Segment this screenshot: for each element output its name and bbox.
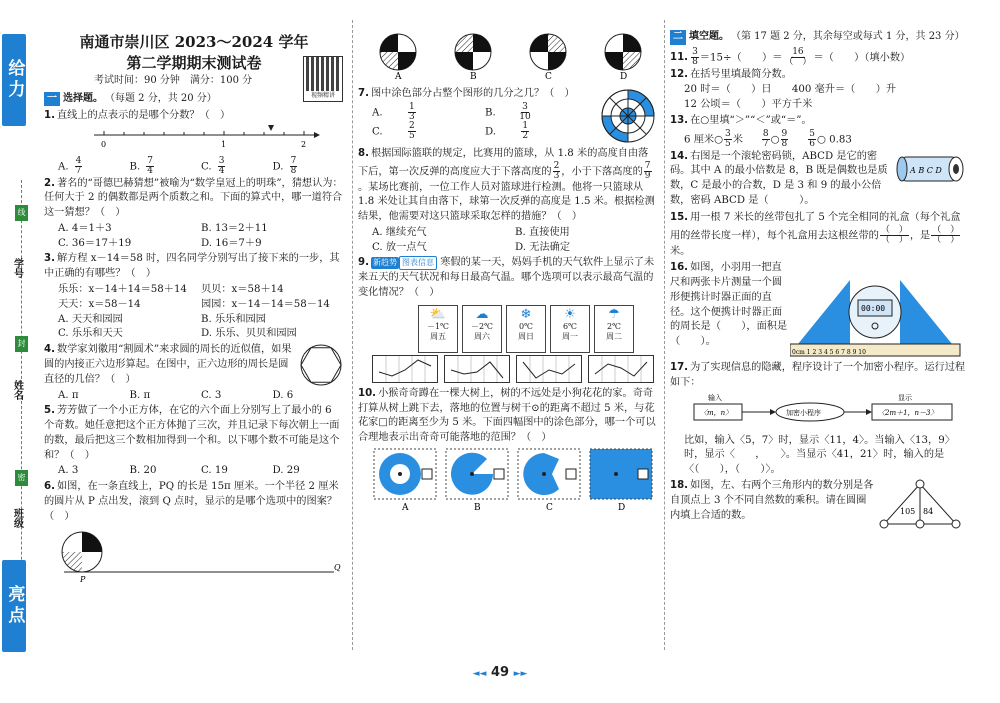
rolling-disc-figure — [44, 526, 344, 584]
sun-icon: ☀ — [564, 306, 576, 322]
weather-day: ⛅ －1℃ 周五 — [418, 305, 458, 353]
section-number: 一 — [44, 92, 60, 107]
binding-strip — [0, 0, 30, 703]
exam-info: 考试时间：90 分钟 满分：100 分 — [94, 75, 253, 86]
svg-text:C: C — [546, 502, 553, 513]
point-q: Q — [334, 562, 341, 572]
combination-lock-figure — [896, 149, 966, 189]
blank-line[interactable]: 12 公顷＝（ ）平方千米 — [684, 99, 813, 111]
question-number: 3. — [44, 253, 55, 265]
compare-item[interactable]: $\frac{8}{7}$ ○ $\frac{9}{8}$ — [762, 128, 788, 149]
question-number: 16. — [670, 262, 689, 274]
question-12 — [670, 68, 966, 83]
question-number: 15. — [670, 211, 689, 223]
tag-feng: 封 — [15, 336, 28, 352]
q1-options — [44, 157, 344, 176]
question-9 — [358, 256, 658, 300]
question-text: 著名的“哥德巴赫猜想”被喻为“数学皇冠上的明珠”，猜想认为：任何大于 2 的偶数都是两个质数之和。下面的算式中，哪一道符合这一猜想？（ ） — [44, 177, 343, 219]
compare-item[interactable]: 6 厘米○ $\frac{3}{5}$ 米 — [684, 128, 743, 149]
q4-options — [44, 389, 344, 404]
question-number: 17. — [670, 362, 689, 374]
weather-day: ☁ －2℃ 周六 — [462, 305, 502, 353]
option-d[interactable]: D. 无法确定 — [515, 241, 571, 253]
triangle-figure — [874, 478, 966, 534]
hexagon-in-circle-figure — [298, 342, 344, 388]
question-text: 在○里填“＞”“＜”或“＝”。 — [690, 114, 812, 126]
question-number: 8. — [358, 147, 369, 159]
line-option-c[interactable] — [516, 355, 582, 383]
encryption-flowchart — [678, 392, 958, 428]
range-option-b — [446, 449, 508, 513]
cloud-sun-icon: ⛅ — [429, 306, 447, 322]
target-figure — [598, 86, 658, 146]
tick-2: 2 — [301, 139, 307, 149]
landing-range-options — [370, 447, 658, 513]
section-name: 选择题。 — [63, 92, 103, 104]
option-c[interactable]: C. 19 — [201, 465, 228, 477]
weather-day: ☂ 2℃ 周二 — [594, 305, 634, 353]
ruler-timer-figure — [790, 260, 962, 360]
q12-blanks — [670, 83, 966, 98]
question-text: 寒假的某一天，妈妈手机的天气软件上显示了未来五天的天气状况和每日最高气温。哪个选项可以表示最高气温的变化情况？（ ） — [358, 257, 655, 299]
prev-page-icon[interactable]: ◄◄ — [472, 669, 487, 679]
question-10 — [358, 387, 658, 446]
line-option-d[interactable] — [588, 355, 654, 383]
line-option-b[interactable] — [444, 355, 510, 383]
option-b[interactable]: B. $\frac{3}{10}$ — [485, 101, 531, 122]
weather-day: ❄ 0℃ 周日 — [506, 305, 546, 353]
option-b[interactable]: B. π — [129, 389, 151, 401]
question-16 — [670, 260, 966, 360]
question-number: 13. — [670, 114, 689, 126]
q13-comparisons — [670, 130, 966, 149]
question-text: 在括号里填最简分数。 — [690, 68, 792, 80]
svg-text:〈2m＋1，n－3〉: 〈2m＋1，n－3〉 — [878, 408, 938, 417]
option-a[interactable]: A. π — [58, 389, 79, 401]
column-3 — [670, 0, 966, 660]
cloud-icon: ☁ — [475, 306, 489, 322]
question-11: 11. $\frac{3}{8}$ ＝15÷（ ）＝ $\frac{16}{( )}$ ＝（ ）（填小数） — [670, 46, 911, 67]
section-note: （第 17 题 2 分，其余每空或每式 1 分，共 23 分） — [731, 31, 965, 42]
svg-text:B: B — [474, 502, 481, 513]
svg-text:〈m，n〉: 〈m，n〉 — [700, 408, 733, 417]
question-15: 15. 用一根 7 米长的丝带包扎了 5 个完全相同的礼盒（每个礼盒用的丝带长度一样），每个礼盒用去这根丝带的 $\frac{( )}{( )}$ ，是 $\frac{( )}{( )}$ 米。 — [670, 211, 961, 257]
page-footer — [0, 664, 1000, 683]
section-note: （每题 2 分，共 20 分） — [105, 92, 217, 104]
section-name: 填空题。 — [689, 31, 729, 42]
q3-options — [44, 313, 344, 343]
question-number: 7. — [358, 87, 369, 99]
line-option-a[interactable] — [372, 355, 438, 383]
q2-options — [44, 222, 344, 252]
column-2 — [358, 0, 658, 660]
question-1 — [44, 109, 344, 124]
section-1-header — [44, 92, 344, 107]
q17-tail: 比如，输入〈5，7〉时，显示〈11，4〉。当输入〈13，9〉时，显示〈 ， 〉。当显示〈41，21〉时，输入的是〈（ ），（ ）〉。 — [684, 434, 955, 476]
question-4 — [44, 342, 344, 388]
question-text: 直线上的点表示的是哪个分数？（ ） — [56, 110, 231, 121]
option-a[interactable]: A. 4＝1＋3 — [58, 222, 112, 234]
option-d[interactable]: D. 16＝7＋9 — [201, 237, 262, 249]
q6-option-discs — [358, 30, 658, 80]
question-number: 18. — [670, 480, 689, 491]
range-option-a — [374, 449, 436, 513]
q12-blanks-2 — [670, 98, 966, 113]
question-number: 2. — [44, 177, 55, 189]
option-a[interactable]: A. $\frac{1}{3}$ — [372, 101, 415, 122]
option-b[interactable]: B. $\frac{7}{4}$ — [129, 155, 154, 176]
section-number: 二 — [670, 30, 686, 45]
blank-line[interactable]: 20 时＝（ ）日 — [684, 84, 772, 96]
question-text: 数学家刘徽用“割圆术”来求圆的周长的近似值，如果圆的内接正六边形算起。在图中，正六边形的周长是圆直径的几倍？（ ） — [44, 344, 292, 385]
question-3 — [44, 252, 344, 282]
option-b[interactable]: B. 13＝2＋11 — [201, 222, 268, 234]
question-8: 8. 根据国际篮联的规定，比赛用的篮球，从 1.8 米的高度自由落下后，第一次反弹的高度应大于下落高度的 $\frac{2}{3}$ ，小于下落高度的 $\frac{7}{9}$ 。某场比赛前，一位工作人员对篮球进行检测。他将一只篮球从 1.8 米处让其自由落下，球第一次反弹的高度是 1.5 米。根据检测结果，他需要对这只篮球采取怎样的措施？（ ） — [358, 147, 655, 223]
side-label-top: 给力 — [2, 34, 26, 126]
question-number: 14. — [670, 150, 689, 162]
option-c[interactable]: C. 乐乐和天天 — [58, 328, 123, 340]
page-number: 49 — [490, 665, 510, 680]
option-a[interactable]: A. $\frac{4}{7}$ — [58, 155, 82, 176]
q8-options — [358, 226, 658, 256]
option-a[interactable]: A. 天天和园园 — [58, 313, 123, 325]
exam-title-line1: 南通市崇川区 2023～2024 学年 — [79, 33, 309, 51]
work-line: 贝贝：x＝58＋14 — [201, 284, 284, 296]
label-b: B — [470, 72, 477, 80]
svg-text:显示: 显示 — [898, 393, 912, 402]
left-product: 105 — [900, 507, 916, 516]
q3-work-lines — [44, 283, 344, 313]
question-text: 芳芳做了一个小正方体，在它的六个面上分别写上了最小的 6 个奇数。她任意把这个正方体抛了三次，并且记录下每次朝上一面的数，最后把这三个数相加得到一个和。以下哪个数不可能是这个和？（ ） — [44, 405, 340, 461]
question-text: 为了实现信息的隐藏，程序设计了一个加密小程序。运行过程如下： — [670, 362, 966, 389]
question-2 — [44, 177, 344, 221]
column-divider — [664, 20, 665, 650]
exam-title-line2: 第二学期期末测试卷 — [126, 54, 262, 72]
field-xuehao: 学号 — [11, 258, 23, 278]
question-number: 6. — [44, 481, 55, 493]
question-number: 1. — [44, 110, 55, 121]
question-number: 11. — [670, 52, 689, 63]
question-text: 如图，左、右两个三角形内的数分别是各自顶点上 3 个不同自然数的乘积。请在圆圈内填上合适的数。 — [670, 480, 874, 521]
trend-badge: 新趋势 — [372, 258, 397, 268]
field-banji: 班级 — [11, 508, 23, 528]
label-d: D — [620, 72, 628, 80]
option-c[interactable]: C. 36＝17＋19 — [58, 237, 132, 249]
option-d[interactable]: D. 6 — [272, 389, 294, 401]
q5-options — [44, 464, 344, 479]
range-option-c — [518, 449, 580, 513]
qr-caption: 视频精讲 — [310, 92, 335, 100]
field-xingming: 姓名 — [11, 380, 23, 400]
lock-letters: A B C D — [910, 165, 942, 175]
qr-code-icon — [306, 57, 340, 91]
option-d[interactable]: D. 乐乐、贝贝和园园 — [201, 328, 297, 340]
question-17 — [670, 361, 966, 391]
point-p: P — [80, 574, 86, 584]
work-line: 天天：x＝58－14 — [58, 298, 141, 310]
option-c[interactable]: C. 放一点气 — [372, 241, 427, 253]
weather-forecast — [418, 305, 658, 353]
side-label-bottom: 亮点 — [2, 560, 26, 652]
svg-text:A: A — [402, 502, 409, 513]
question-7 — [358, 86, 658, 146]
option-b[interactable]: B. 乐乐和园园 — [201, 313, 266, 325]
work-line: 乐乐：x－14＋14＝58＋14 — [58, 284, 187, 296]
work-line: 园园：x－14－14＝58－14 — [201, 298, 330, 310]
q9-line-options — [372, 355, 658, 383]
question-text: 右图是一个滚轮密码锁，ABCD 是它的密码。其中 A 的最小倍数是 8，B 既是偶数也是质数，C 是最小的合数，D 是 3 和 9 的最小公倍数，密码 ABCD 是（ ）。 — [670, 150, 888, 206]
weather-day: ☀ 6℃ 周一 — [550, 305, 590, 353]
timer-display: 00:00 — [861, 304, 886, 314]
question-14 — [670, 149, 966, 210]
q7-options — [358, 103, 598, 141]
svg-text:加密小程序: 加密小程序 — [786, 408, 821, 417]
svg-text:D: D — [618, 502, 626, 513]
qr-code[interactable] — [303, 56, 343, 102]
question-number: 5. — [44, 405, 55, 417]
tag-mi: 密 — [15, 470, 28, 486]
question-5 — [44, 404, 344, 463]
rain-icon: ☂ — [608, 306, 620, 322]
number-line — [44, 125, 344, 151]
option-d[interactable]: D. $\frac{1}{2}$ — [485, 120, 529, 141]
column-divider — [352, 20, 353, 650]
tick-0: 0 — [101, 139, 107, 149]
option-d[interactable]: D. $\frac{7}{8}$ — [272, 155, 297, 176]
option-b[interactable]: B. 20 — [129, 465, 157, 477]
column-1 — [44, 0, 344, 660]
tick-1: 1 — [221, 139, 227, 149]
option-d[interactable]: D. 29 — [272, 465, 300, 477]
tag-xian: 线 — [15, 205, 28, 221]
blank-fraction[interactable]: $\frac{( )}{( )}$ — [932, 224, 960, 245]
question-number: 12. — [670, 68, 689, 80]
label-a: A — [395, 72, 402, 80]
label-c: C — [545, 72, 552, 80]
question-text: 解方程 x－14＝58 时，四名同学分别写出了接下来的一步，其中正确的有哪些？（ ） — [44, 253, 340, 280]
question-13 — [670, 114, 966, 129]
blank-line[interactable]: 400 毫升＝（ ）升 — [791, 84, 897, 96]
question-18 — [670, 478, 966, 534]
right-product: 84 — [923, 507, 934, 516]
question-number: 9. — [358, 257, 369, 269]
option-a[interactable]: A. 3 — [58, 465, 79, 477]
option-b[interactable]: B. 直接使用 — [515, 226, 570, 238]
option-c[interactable]: C. 3 — [201, 389, 222, 401]
range-option-d — [590, 449, 652, 513]
ruler-scale: 0cm 1 2 3 4 5 6 7 8 9 10 — [792, 349, 866, 357]
question-6 — [44, 480, 344, 524]
question-text: 图中涂色部分占整个图形的几分之几？（ ） — [370, 87, 575, 99]
option-c[interactable]: C. $\frac{2}{5}$ — [372, 120, 415, 141]
question-number: 4. — [44, 344, 55, 356]
chart-info-badge: 图表信息 — [399, 256, 437, 270]
blank-fraction[interactable]: $\frac{( )}{( )}$ — [880, 224, 908, 245]
option-c[interactable]: C. $\frac{3}{4}$ — [201, 155, 225, 176]
svg-text:输入: 输入 — [708, 393, 722, 402]
option-a[interactable]: A. 继续充气 — [372, 226, 427, 238]
compare-item[interactable]: $\frac{5}{6}$ ○ 0.83 — [809, 128, 852, 149]
section-2-header — [670, 30, 966, 45]
next-page-icon[interactable]: ►► — [513, 669, 528, 679]
question-text: 小猴奇奇蹲在一棵大树上，树的不远处是小狗花花的家。奇奇打算从树上跳下去，落地的位置与树干⊙的距离不超过 5 米，与花花家□的距离至少为 5 米。下面四幅图中的涂色部分，哪一个可以合理地表示出奇奇可能落地的范围？（ ） — [358, 387, 656, 444]
question-number: 10. — [358, 387, 377, 399]
question-text: 如图，在一条直线上，PQ 的长是 15π 厘米。一个半径 2 厘米的圆片从 P 点出发，滚到 Q 点时，显示的是哪个选项中的图案？（ ） — [44, 481, 339, 522]
question-text: 如图，小羽用一把直尺和两张卡片测量一个圆形便携计时器正面的直径。这个便携计时器正面的周长是（ ），面积是（ ）。 — [670, 262, 788, 348]
snow-icon: ❄ — [520, 306, 532, 322]
